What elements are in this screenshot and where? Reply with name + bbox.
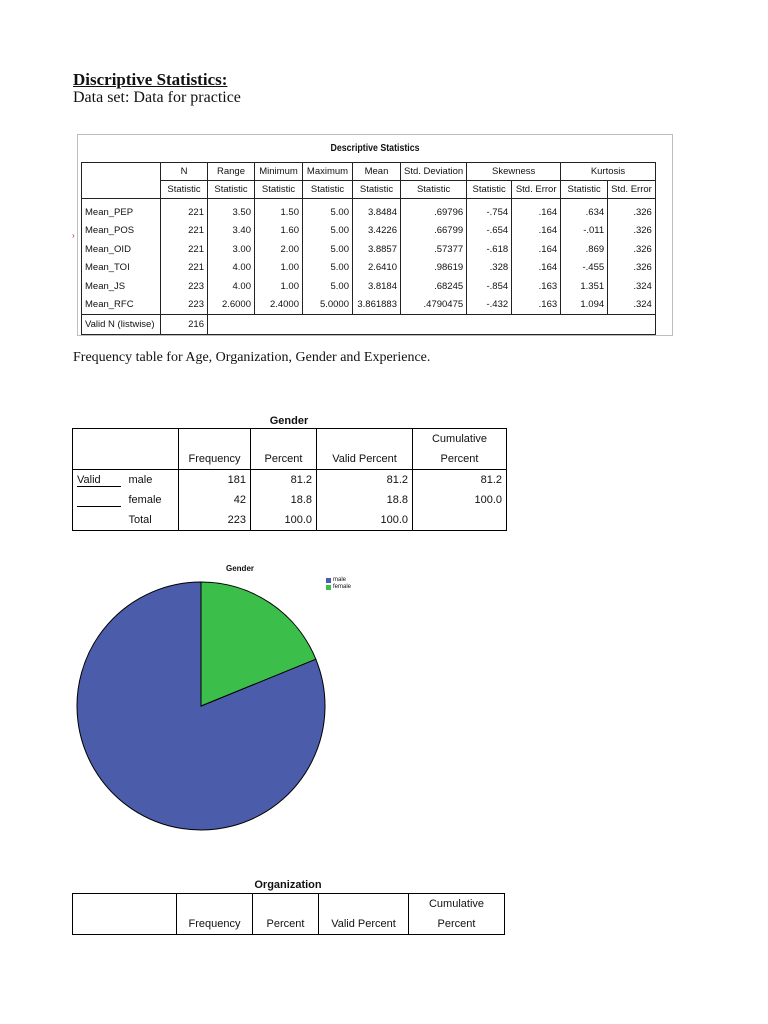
organization-frequency-table <box>72 893 505 935</box>
desc-value-cell: 2.6410 <box>353 259 401 278</box>
desc-value-cell: .164 <box>512 259 561 278</box>
desc-sub-header: Statistic <box>401 181 467 199</box>
desc-value-cell: 2.6000 <box>208 296 255 315</box>
desc-value-cell: 3.00 <box>208 240 255 259</box>
gender-row-female <box>73 490 507 510</box>
gender-col-valid-percent: Valid Percent <box>317 429 413 470</box>
desc-value-cell: .57377 <box>401 240 467 259</box>
gender-col-cumulative-percent: Cumulative Percent <box>413 429 507 470</box>
gender-cumulative-cell: 81.2 <box>413 470 507 491</box>
desc-value-cell: 3.4226 <box>353 222 401 241</box>
desc-value-cell: .326 <box>608 259 656 278</box>
gender-header-row <box>73 429 507 470</box>
desc-value-cell: 3.8484 <box>353 199 401 222</box>
gender-corner-cell <box>73 429 179 470</box>
gender-group-label: Valid <box>73 470 125 491</box>
desc-blank-cell <box>401 315 467 335</box>
legend-item-male <box>326 577 351 584</box>
desc-blank-cell <box>255 315 303 335</box>
gender-percent-cell: 100.0 <box>251 510 317 531</box>
frequency-intro-text: Frequency table for Age, Organization, Gender and Experience. <box>73 350 431 365</box>
dataset-label: Data set: Data for practice <box>73 89 241 106</box>
gender-cumulative-cell <box>413 510 507 531</box>
organization-header-row <box>73 894 505 935</box>
desc-row-label: Mean_RFC <box>82 296 161 315</box>
desc-value-cell: .324 <box>608 296 656 315</box>
desc-value-cell: 1.351 <box>561 277 608 296</box>
gender-group-spacer <box>73 510 125 531</box>
gender-row-male <box>73 470 507 491</box>
desc-value-cell: .326 <box>608 222 656 241</box>
desc-value-cell: .164 <box>512 199 561 222</box>
desc-col-minimum: Minimum <box>255 163 303 181</box>
desc-value-cell: .869 <box>561 240 608 259</box>
desc-row-label: Mean_JS <box>82 277 161 296</box>
desc-header-row-top <box>82 163 656 181</box>
desc-value-cell: .326 <box>608 199 656 222</box>
desc-value-cell: 223 <box>161 277 208 296</box>
desc-row-label: Mean_TOI <box>82 259 161 278</box>
gender-row-total <box>73 510 507 531</box>
desc-value-cell: 4.00 <box>208 259 255 278</box>
desc-value-cell: 221 <box>161 199 208 222</box>
desc-row-label: Mean_PEP <box>82 199 161 222</box>
desc-col-kurtosis: Kurtosis <box>561 163 656 181</box>
desc-row-label: Mean_OID <box>82 240 161 259</box>
desc-value-cell: 1.00 <box>255 259 303 278</box>
desc-value-cell: -.618 <box>467 240 512 259</box>
desc-header-row-sub <box>82 181 656 199</box>
desc-value-cell: 221 <box>161 259 208 278</box>
descriptive-statistics-heading: Descriptive Statistics <box>330 143 420 154</box>
desc-col-maximum: Maximum <box>303 163 353 181</box>
desc-col-range: Range <box>208 163 255 181</box>
desc-value-cell: -.654 <box>467 222 512 241</box>
desc-value-cell: 1.094 <box>561 296 608 315</box>
desc-value-cell: 3.50 <box>208 199 255 222</box>
gender-valid-percent-cell: 100.0 <box>317 510 413 531</box>
desc-sub-header: Statistic <box>303 181 353 199</box>
gender-valid-percent-cell: 81.2 <box>317 470 413 491</box>
gender-row-label: male <box>125 470 179 491</box>
desc-value-cell: .328 <box>467 259 512 278</box>
gender-row-label: Total <box>125 510 179 531</box>
desc-value-cell: 2.4000 <box>255 296 303 315</box>
legend-label-male: male <box>333 577 347 583</box>
gender-percent-cell: 81.2 <box>251 470 317 491</box>
legend-item-female <box>326 584 351 591</box>
desc-row-label: Mean_POS <box>82 222 161 241</box>
desc-sub-header: Statistic <box>353 181 401 199</box>
desc-sub-header: Statistic <box>255 181 303 199</box>
desc-row-mean-pep <box>82 199 656 222</box>
desc-value-cell: 1.00 <box>255 277 303 296</box>
desc-value-cell: 4.00 <box>208 277 255 296</box>
desc-row-mean-pos <box>82 222 656 241</box>
desc-value-cell: 221 <box>161 240 208 259</box>
desc-valid-n-row <box>82 315 656 335</box>
desc-value-cell: .4790475 <box>401 296 467 315</box>
desc-value-cell: 1.50 <box>255 199 303 222</box>
gender-row-label: female <box>125 490 179 510</box>
desc-value-cell: .164 <box>512 240 561 259</box>
desc-value-cell: -.432 <box>467 296 512 315</box>
desc-sub-header: Std. Error <box>608 181 656 199</box>
desc-blank-cell <box>353 315 401 335</box>
document-title: Discriptive Statistics: <box>73 70 228 89</box>
desc-value-cell: 3.8184 <box>353 277 401 296</box>
desc-valid-n-value: 216 <box>161 315 208 335</box>
pie-chart-title: Gender <box>226 564 255 573</box>
desc-row-mean-oid <box>82 240 656 259</box>
desc-blank-cell <box>467 315 512 335</box>
desc-col-skewness: Skewness <box>467 163 561 181</box>
organization-col-cumulative-percent: Cumulative Percent <box>409 894 505 935</box>
legend-swatch-male <box>326 578 331 583</box>
desc-value-cell: -.455 <box>561 259 608 278</box>
desc-blank-cell <box>608 315 656 335</box>
gender-col-percent: Percent <box>251 429 317 470</box>
desc-value-cell: 221 <box>161 222 208 241</box>
gender-group-spacer <box>73 490 125 510</box>
desc-blank-cell <box>208 315 255 335</box>
organization-col-valid-percent: Valid Percent <box>319 894 409 935</box>
gender-percent-cell: 18.8 <box>251 490 317 510</box>
desc-value-cell: .324 <box>608 277 656 296</box>
margin-mark: › <box>72 231 75 240</box>
desc-value-cell: 5.00 <box>303 277 353 296</box>
desc-value-cell: 2.00 <box>255 240 303 259</box>
gender-col-frequency: Frequency <box>179 429 251 470</box>
desc-col-std-deviation: Std. Deviation <box>401 163 467 181</box>
desc-sub-header: Statistic <box>561 181 608 199</box>
desc-blank-cell <box>512 315 561 335</box>
organization-table-title: Organization <box>254 879 322 891</box>
desc-col-mean: Mean <box>353 163 401 181</box>
desc-sub-header: Statistic <box>467 181 512 199</box>
desc-sub-header: Statistic <box>161 181 208 199</box>
organization-corner-cell <box>73 894 177 935</box>
gender-cumulative-cell: 100.0 <box>413 490 507 510</box>
gender-pie-chart <box>70 572 330 840</box>
desc-value-cell: 223 <box>161 296 208 315</box>
legend-label-female: female <box>333 584 352 590</box>
desc-value-cell: 5.0000 <box>303 296 353 315</box>
descriptive-statistics-output <box>77 134 673 336</box>
desc-row-label: Valid N (listwise) <box>82 315 161 335</box>
desc-sub-header: Std. Error <box>512 181 561 199</box>
desc-value-cell: .164 <box>512 222 561 241</box>
desc-value-cell: 3.861883 <box>353 296 401 315</box>
organization-col-frequency: Frequency <box>177 894 253 935</box>
desc-value-cell: .634 <box>561 199 608 222</box>
organization-col-percent: Percent <box>253 894 319 935</box>
desc-value-cell: .68245 <box>401 277 467 296</box>
desc-row-mean-js <box>82 277 656 296</box>
desc-value-cell: 5.00 <box>303 259 353 278</box>
gender-table-title: Gender <box>269 415 309 427</box>
legend-swatch-female <box>326 585 331 590</box>
desc-value-cell: 5.00 <box>303 240 353 259</box>
desc-table-body <box>82 199 656 335</box>
desc-value-cell: 5.00 <box>303 222 353 241</box>
gender-frequency-table <box>72 428 507 531</box>
pie-chart-legend <box>326 577 351 591</box>
gender-frequency-cell: 223 <box>179 510 251 531</box>
desc-value-cell: .66799 <box>401 222 467 241</box>
desc-row-mean-rfc <box>82 296 656 315</box>
gender-frequency-cell: 181 <box>179 470 251 491</box>
desc-value-cell: -.854 <box>467 277 512 296</box>
desc-value-cell: .163 <box>512 296 561 315</box>
desc-value-cell: .163 <box>512 277 561 296</box>
desc-value-cell: -.754 <box>467 199 512 222</box>
desc-value-cell: -.011 <box>561 222 608 241</box>
desc-corner-cell <box>82 163 161 199</box>
desc-value-cell: .98619 <box>401 259 467 278</box>
desc-value-cell: .326 <box>608 240 656 259</box>
desc-row-mean-toi <box>82 259 656 278</box>
desc-sub-header: Statistic <box>208 181 255 199</box>
desc-value-cell: 5.00 <box>303 199 353 222</box>
desc-value-cell: 3.40 <box>208 222 255 241</box>
desc-value-cell: .69796 <box>401 199 467 222</box>
desc-value-cell: 1.60 <box>255 222 303 241</box>
gender-valid-percent-cell: 18.8 <box>317 490 413 510</box>
desc-value-cell: 3.8857 <box>353 240 401 259</box>
descriptive-statistics-table <box>81 162 656 335</box>
desc-col-n: N <box>161 163 208 181</box>
gender-frequency-cell: 42 <box>179 490 251 510</box>
desc-blank-cell <box>303 315 353 335</box>
desc-blank-cell <box>561 315 608 335</box>
